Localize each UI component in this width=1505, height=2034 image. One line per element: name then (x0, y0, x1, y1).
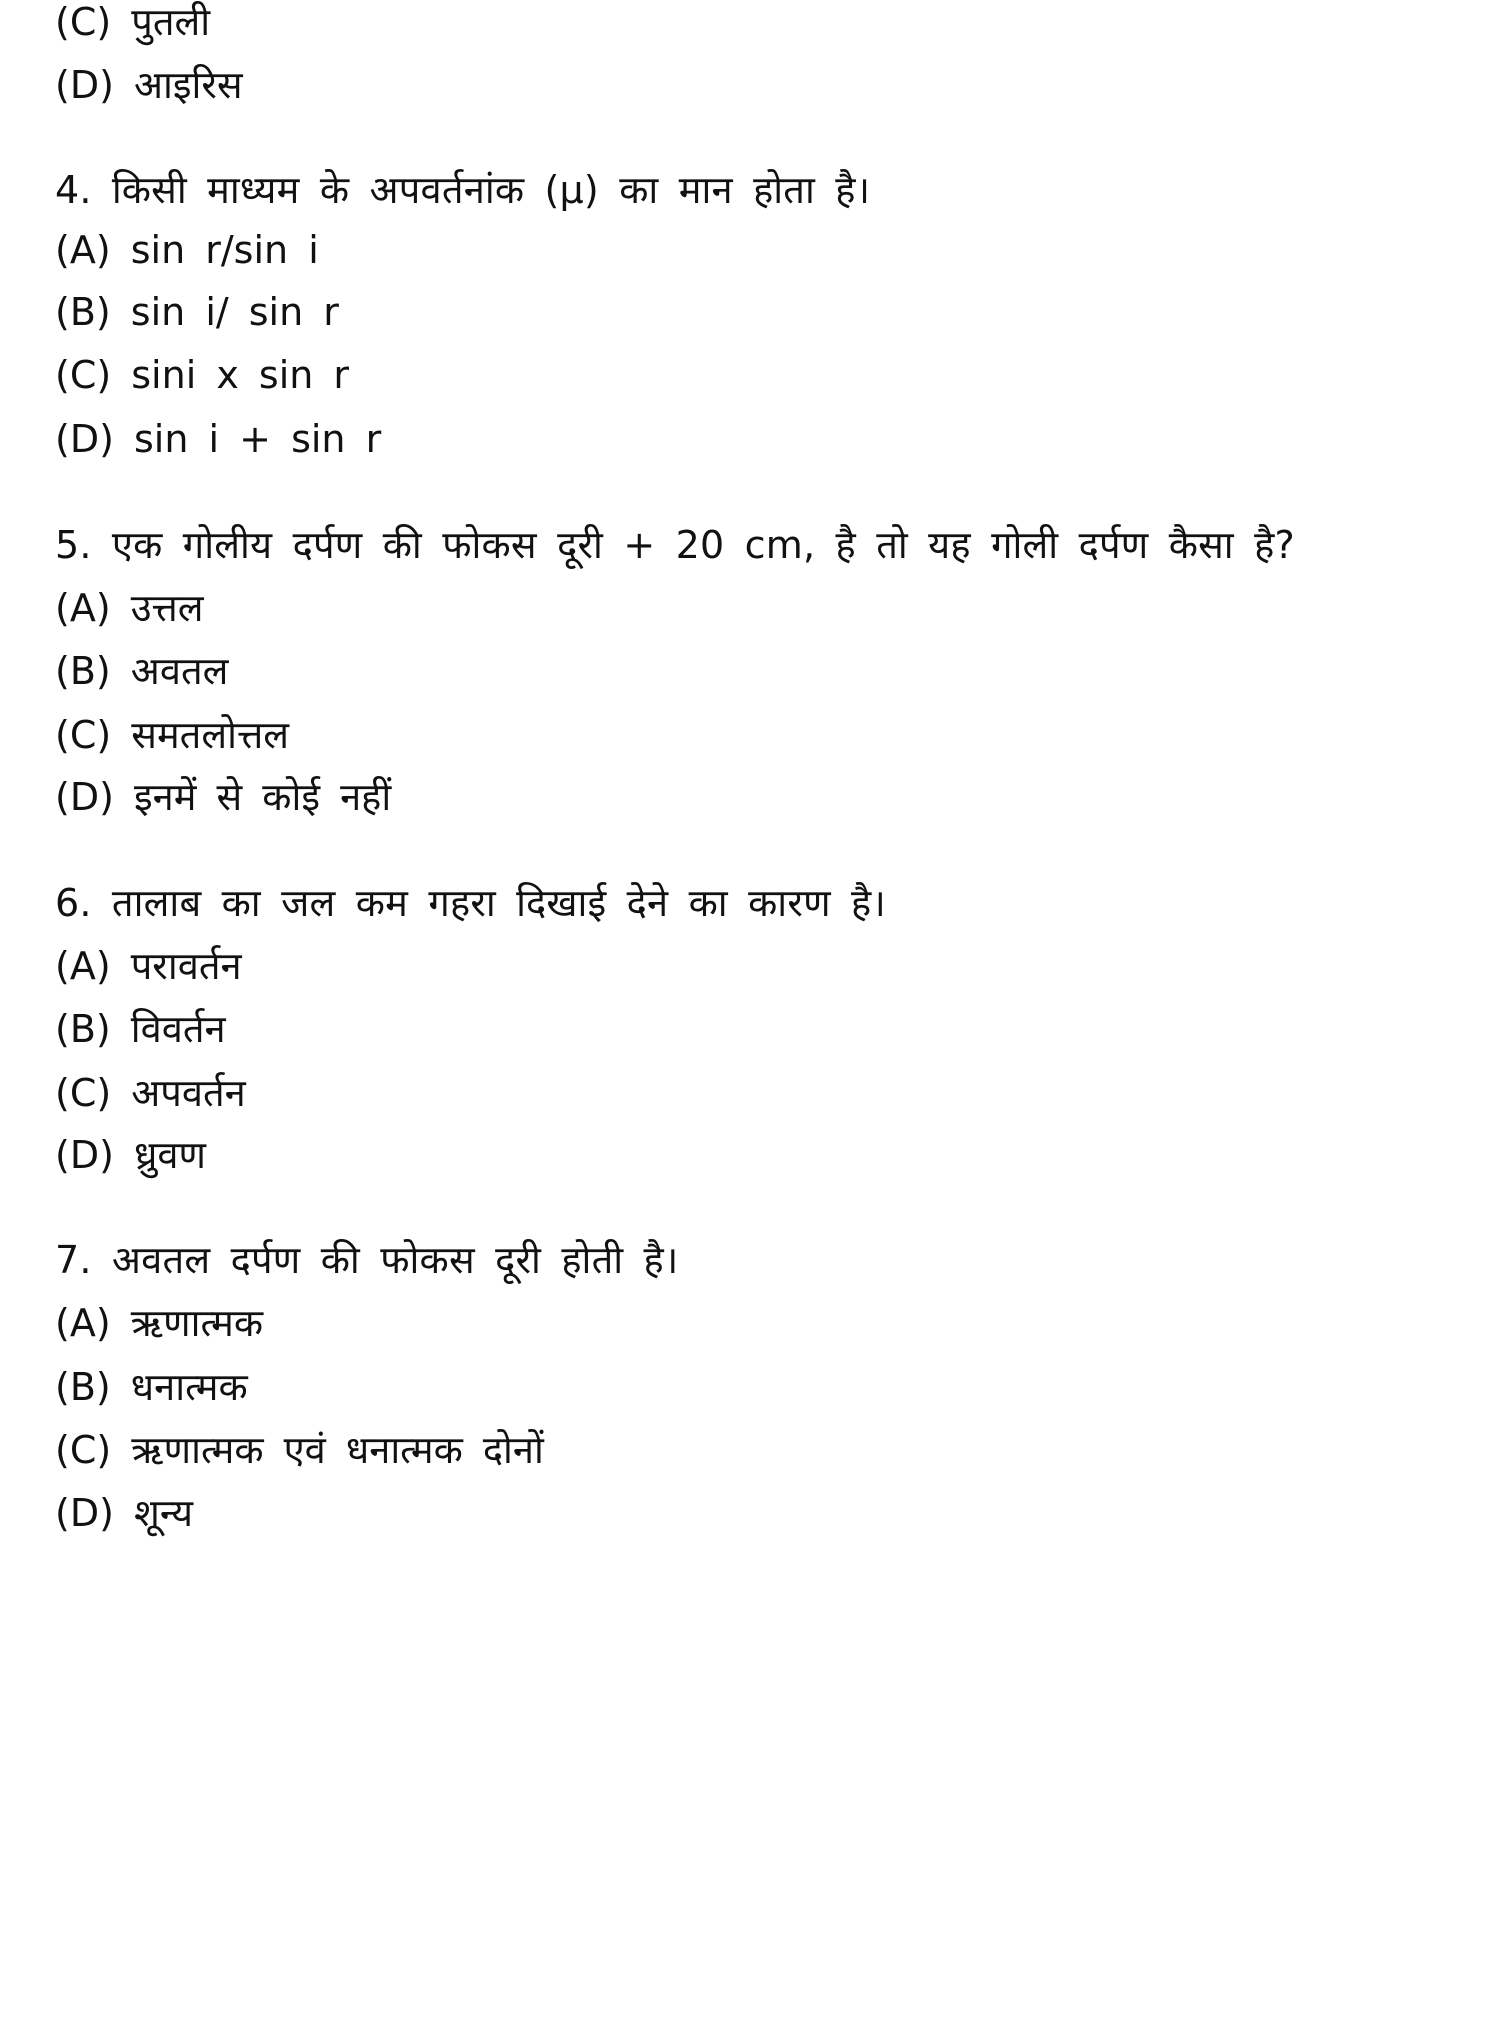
question-7: 7. अवतल दर्पण की फोकस दूरी होती है। (55, 1238, 679, 1282)
question-4-option-b: (B) sin i/ sin r (55, 290, 339, 334)
question-5-option-b: (B) अवतल (55, 649, 229, 693)
question-7-option-a: (A) ऋणात्मक (55, 1301, 264, 1345)
question-5-option-a: (A) उत्तल (55, 586, 204, 630)
question-7-option-b: (B) धनात्मक (55, 1365, 248, 1409)
option-c-previous: (C) पुतली (55, 0, 211, 44)
question-6-option-a: (A) परावर्तन (55, 944, 242, 988)
question-6: 6. तालाब का जल कम गहरा दिखाई देने का कारण है। (55, 881, 887, 925)
question-6-option-c: (C) अपवर्तन (55, 1071, 246, 1115)
question-6-option-b: (B) विवर्तन (55, 1007, 226, 1051)
question-4-option-c: (C) sini x sin r (55, 353, 350, 397)
option-d-previous: (D) आइरिस (55, 63, 243, 107)
question-4-option-a: (A) sin r/sin i (55, 228, 319, 272)
question-6-option-d: (D) ध्रुवण (55, 1133, 206, 1177)
question-7-option-d: (D) शून्य (55, 1491, 194, 1535)
question-7-option-c: (C) ऋणात्मक एवं धनात्मक दोनों (55, 1428, 544, 1472)
question-4: 4. किसी माध्यम के अपवर्तनांक (μ) का मान होता है। (55, 168, 871, 212)
question-4-option-d: (D) sin i + sin r (55, 417, 382, 461)
question-5-option-d: (D) इनमें से कोई नहीं (55, 775, 392, 819)
question-5: 5. एक गोलीय दर्पण की फोकस दूरी + 20 cm, है तो यह गोली दर्पण कैसा है? (55, 523, 1295, 567)
question-5-option-c: (C) समतलोत्तल (55, 713, 289, 757)
